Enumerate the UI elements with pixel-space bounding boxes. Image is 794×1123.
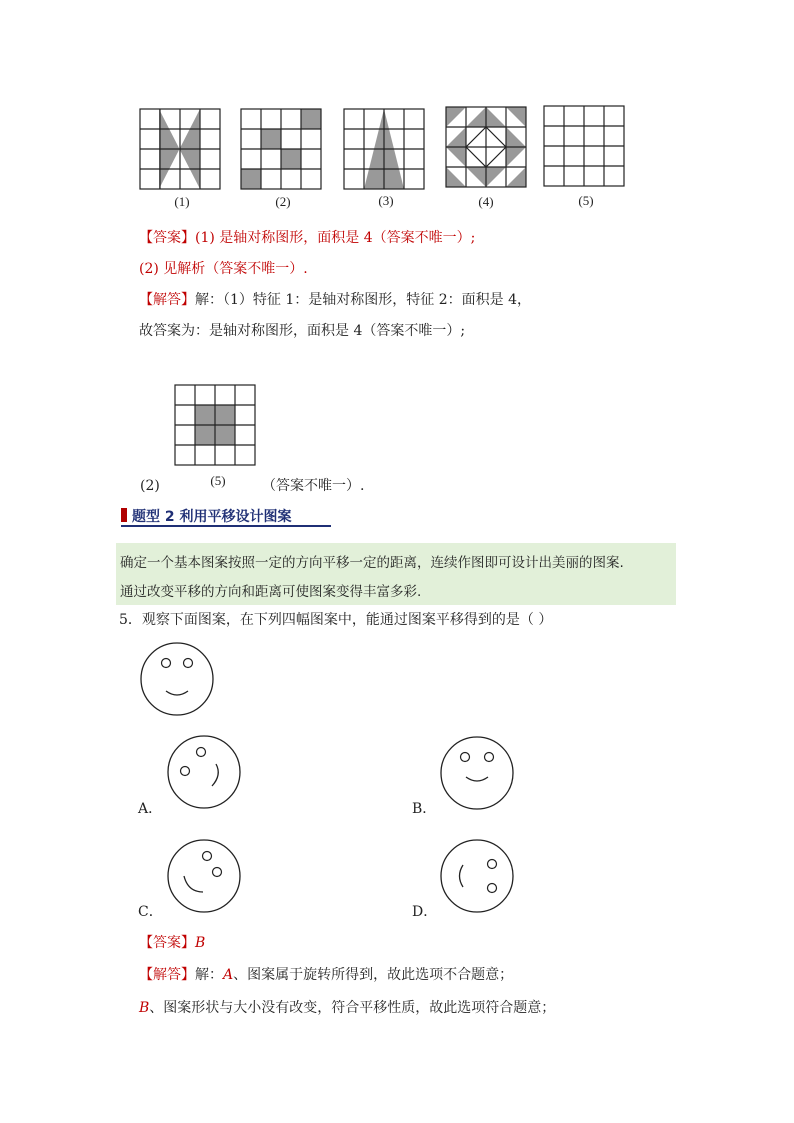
tip-line-1: 确定一个基本图案按照一定的方向平移一定的距离，连续作图即可设计出美丽的图案. [120,555,624,571]
answer-tag: 【答案】 [139,230,195,246]
grid-figure-3 [343,108,425,190]
answer5-line [139,933,205,953]
solution5-text-a: 、图案属于旋转所得到，故此选项不合题意； [233,967,514,983]
section-marker [121,508,127,522]
grid-figure-5 [543,105,625,187]
tip-box [116,543,676,605]
answer1-text: (1) 是轴对称图形，面积是 4（答案不唯一）; [195,230,476,246]
grid-figure-4 [445,106,527,188]
tip-line-2: 通过改变平移的方向和距离可使图案变得丰富多彩. [120,584,422,600]
question5-text: 5．观察下面图案，在下列四幅图案中，能通过图案平移得到的是（ ） [119,612,553,628]
answer-grid-prefix: (2) [140,478,160,494]
answer5-tag: 【答案】 [139,935,195,951]
solution5-line1 [139,965,513,985]
option-b-label: B． [412,801,437,817]
answer-grid-caption: (5) [210,473,226,488]
grid-caption-4: (4) [478,194,494,209]
solution1-line2: 故答案为：是轴对称图形，面积是 4（答案不唯一）; [139,323,466,339]
section-underline [121,525,331,527]
answer1-line2: (2) 见解析（答案不唯一）. [139,261,308,277]
solution5-pre: 解： [195,967,223,983]
option-a-label: A． [138,801,163,817]
answer5-value: B [195,935,206,951]
solution5-line2 [139,998,555,1018]
solution5-tag: 【解答】 [139,967,195,983]
grid-caption-1: (1) [174,194,190,209]
solution5-text-b: 、图案形状与大小没有改变，符合平移性质，故此选项符合题意； [149,1000,556,1016]
reference-face-figure [139,641,215,717]
option-c-face-figure [166,838,242,914]
option-c-label: C． [138,904,163,920]
option-d-label: D． [412,904,438,920]
solution1-line1 [139,290,531,310]
grid-caption-3: (3) [378,193,394,208]
solution1-text: 解：（1）特征 1：是轴对称图形，特征 2：面积是 4， [195,292,531,308]
section-title: 题型 2 利用平移设计图案 [132,509,292,525]
solution5-letter-a: A [223,967,234,983]
answer1-line1 [139,228,475,248]
grid-caption-5: (5) [578,193,594,208]
answer-grid-figure [174,384,256,466]
grid-caption-2: (2) [275,194,291,209]
grid-figure-2 [240,108,322,190]
answer-grid-suffix: （答案不唯一）. [262,478,365,494]
grid-figure-1 [139,108,221,190]
solution5-letter-b: B [139,1000,150,1016]
option-a-face-figure [166,734,242,810]
solution-tag: 【解答】 [139,292,195,308]
option-d-face-figure [439,838,515,914]
option-b-face-figure [439,735,515,811]
